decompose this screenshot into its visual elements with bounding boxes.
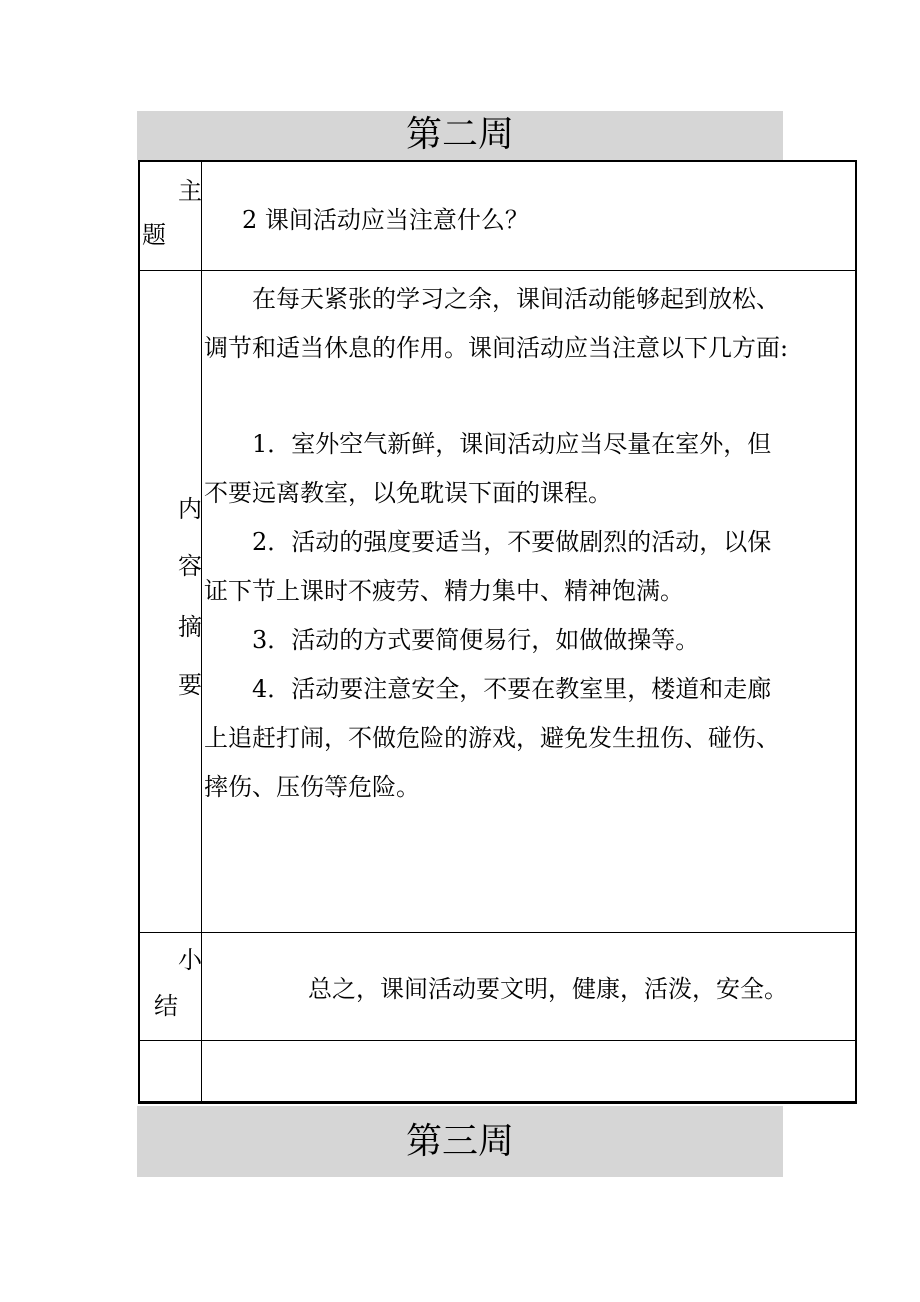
summary-row	[140, 932, 855, 1041]
week-two-title: 第二周	[137, 111, 783, 160]
week-three-title: 第三周	[137, 1106, 783, 1177]
summary-text: 总之，课间活动要文明，健康，活泼，安全。	[308, 975, 788, 1003]
intro-line: 在每天紧张的学习之余，课间活动能够起到放松、	[204, 285, 780, 313]
point-line: 证下节上课时不疲劳、精力集中、精神饱满。	[204, 577, 684, 605]
intro-paragraph	[204, 275, 856, 373]
point-line: 1．室外空气新鲜，课间活动应当尽量在室外，但	[204, 430, 772, 458]
content-label-char-1: 内	[178, 495, 202, 523]
point-line: 不要远离教室，以免耽误下面的课程。	[204, 479, 612, 507]
point-line: 3．活动的方式要简便易行，如做做操等。	[204, 626, 700, 654]
content-label-char-2: 容	[178, 552, 202, 580]
point-line: 上追赶打闹，不做危险的游戏，避免发生扭伤、碰伤、	[204, 724, 780, 752]
point-line: 4．活动要注意安全，不要在教室里，楼道和走廊	[204, 675, 772, 703]
empty-row	[140, 1040, 855, 1103]
content-row	[140, 270, 855, 933]
intro-line: 调节和适当休息的作用。课间活动应当注意以下几方面:	[204, 334, 789, 362]
topic-row	[140, 162, 855, 270]
topic-label-char-1: 主	[178, 177, 202, 205]
content-label-char-4: 要	[178, 671, 202, 699]
summary-label-char-1: 小	[178, 946, 202, 974]
point-line: 2．活动的强度要适当，不要做剧烈的活动，以保	[204, 528, 772, 556]
points-list	[204, 420, 856, 812]
topic-text: 2 课间活动应当注意什么？	[242, 206, 529, 234]
summary-label-char-2: 结	[154, 992, 178, 1020]
weekly-lesson-table	[138, 160, 857, 1104]
point-line: 摔伤、压伤等危险。	[204, 773, 420, 801]
content-label-char-3: 摘	[178, 613, 202, 641]
topic-label-char-2: 题	[142, 221, 166, 249]
